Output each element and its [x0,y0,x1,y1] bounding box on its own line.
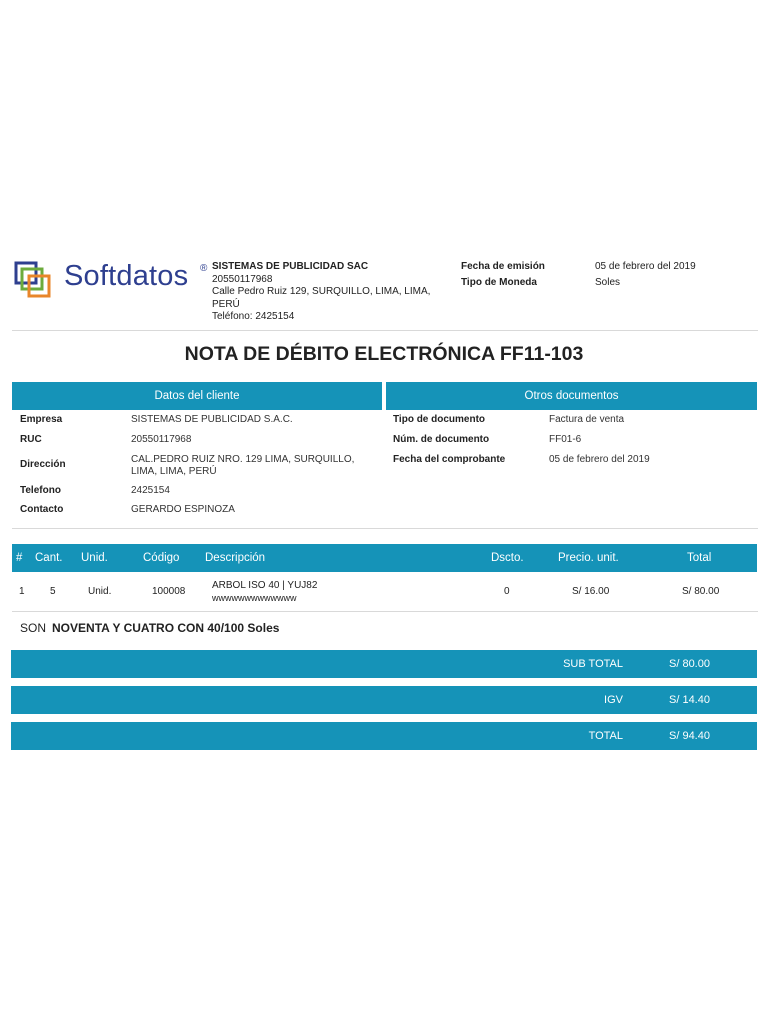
col-descripcion: Descripción [205,552,266,564]
softdatos-logo [14,256,208,300]
other-docs-section-header: Otros documentos [386,382,757,410]
total-label: TOTAL [588,730,623,742]
row-number: 1 [19,586,25,597]
doc-date-label: Fecha del comprobante [393,454,506,465]
row-dscto: 0 [504,586,510,597]
doc-number-value: FF01-6 [549,434,582,445]
col-number: # [16,552,23,564]
row-desc-line1: ARBOL ISO 40 | YUJ82 [212,580,318,591]
registered-mark: ® [200,263,208,274]
ruc-label: RUC [20,434,42,445]
issuer-ruc: 20550117968 [212,273,273,285]
row-total: S/ 80.00 [682,586,720,597]
col-unid: Unid. [81,552,108,564]
document-title: NOTA DE DÉBITO ELECTRÓNICA FF11-103 [184,343,584,365]
col-precio: Precio. unit. [558,552,619,564]
subtotal-bar [11,650,757,678]
client-section-header: Datos del cliente [12,382,382,410]
contacto-label: Contacto [20,504,64,515]
row-cant: 5 [50,586,56,597]
meta-values [595,259,696,290]
igv-value: S/ 14.40 [669,694,710,706]
issuer-address-line1: Calle Pedro Ruiz 129, SURQUILLO, LIMA, LIMA, [212,286,431,297]
col-total: Total [687,552,712,564]
direccion-label: Dirección [20,459,66,470]
total-value: S/ 94.40 [669,730,710,742]
row-unid: Unid. [88,586,112,597]
logo-wordmark: Softdatos [64,260,189,292]
doc-type-label: Tipo de documento [393,414,486,425]
items-divider [12,611,758,612]
row-desc-line2: wwwwwwwwwwwww [212,593,297,603]
igv-bar [11,686,757,714]
doc-date-value: 05 de febrero del 2019 [549,454,650,465]
empresa-label: Empresa [20,414,63,425]
col-cant: Cant. [35,552,63,564]
issuer-phone: Teléfono: 2425154 [212,311,295,322]
issuer-info [212,261,452,324]
row-codigo: 100008 [152,586,186,597]
items-table-header [12,544,757,572]
direccion-line2: LIMA, LIMA, PERÚ [131,466,217,477]
direccion-value [131,454,354,478]
contacto-value: GERARDO ESPINOZA [131,504,235,515]
amount-words-prefix: SON [20,621,47,635]
currency-value: Soles [595,276,621,288]
igv-label: IGV [604,694,623,706]
client-divider [12,528,758,529]
telefono-value: 2425154 [131,485,170,496]
doc-number-label: Núm. de documento [393,434,490,445]
row-precio: S/ 16.00 [572,586,610,597]
amount-words-text: NOVENTA Y CUATRO CON 40/100 Soles [52,621,280,635]
subtotal-label: SUB TOTAL [563,658,623,670]
meta-labels [461,259,545,290]
issue-date-label: Fecha de emisión [461,261,545,272]
currency-label: Tipo de Moneda [461,276,537,288]
empresa-value: SISTEMAS DE PUBLICIDAD S.A.C. [131,414,293,425]
telefono-label: Telefono [20,485,61,496]
direccion-line1: CAL.PEDRO RUIZ NRO. 129 LIMA, SURQUILLO, [131,454,355,465]
ruc-value: 20550117968 [131,434,192,445]
amount-in-words [20,621,279,635]
col-codigo: Código [143,552,180,564]
issuer-address-line2: PERÚ [212,298,240,310]
logo-squares-icon [14,259,58,301]
issue-date-value: 05 de febrero del 2019 [595,261,696,272]
subtotal-value: S/ 80.00 [669,658,710,670]
doc-type-value: Factura de venta [549,414,625,425]
col-dscto: Dscto. [491,552,524,564]
total-bar [11,722,757,750]
header-divider [12,330,758,331]
issuer-name: SISTEMAS DE PUBLICIDAD SAC [212,261,369,272]
